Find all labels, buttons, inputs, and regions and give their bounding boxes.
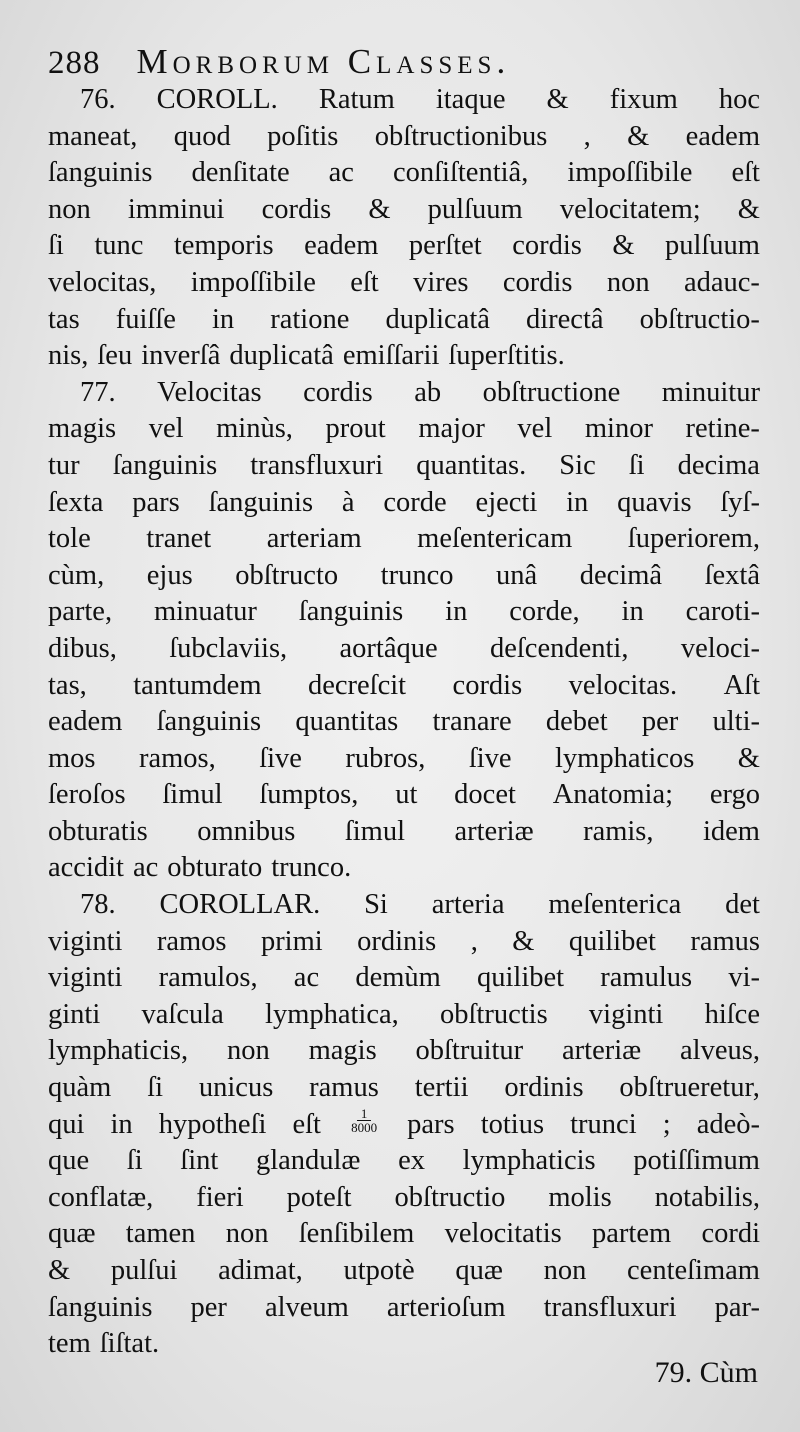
word: viginti (48, 962, 123, 994)
word: magis (48, 413, 117, 445)
word: in (621, 596, 644, 628)
word: eſt (731, 157, 760, 189)
word: centeſimam (627, 1255, 760, 1286)
word: quantitas. (416, 449, 527, 481)
text-line (48, 1070, 760, 1107)
word: ſuperiorem, (627, 523, 760, 555)
word: rubros, (345, 742, 426, 774)
word: in (566, 486, 589, 518)
word: impoſſibile (567, 157, 693, 189)
word: per (190, 1291, 227, 1323)
word: ſextâ (704, 559, 760, 591)
word: meſentericam (417, 523, 573, 555)
text-line (48, 155, 760, 192)
text-line (48, 521, 760, 558)
word: obſtructionibus (374, 120, 548, 152)
word: emiſſarii (342, 340, 440, 372)
word: fieri (196, 1181, 244, 1213)
word: tranet (146, 523, 212, 555)
word: ab (414, 376, 442, 408)
text-line (48, 741, 760, 778)
word: minor (584, 413, 653, 445)
text-line (48, 192, 760, 229)
word: aortâque (339, 632, 438, 664)
word: obſtrueretur, (619, 1072, 760, 1104)
word: cordis (512, 230, 582, 262)
word: Sic (559, 449, 596, 481)
word: hypotheſi (158, 1108, 267, 1140)
word: idem (702, 815, 760, 847)
word: alveus, (680, 1035, 760, 1067)
word: obſtructione (482, 376, 621, 408)
word: ulti- (712, 706, 760, 738)
word: Si (364, 889, 388, 921)
word: alveum (264, 1291, 349, 1323)
fraction-numerator: 1 (357, 1107, 372, 1121)
word: totius (480, 1108, 545, 1140)
word: pulſui (110, 1255, 178, 1286)
word: parte, (48, 596, 113, 628)
word: & (612, 230, 635, 262)
word: notabilis, (654, 1181, 760, 1213)
word: vi- (728, 962, 760, 994)
word: COROLL. (156, 84, 278, 115)
word: in (211, 303, 235, 335)
word: obſtructis (440, 998, 548, 1030)
word: ergo (709, 779, 760, 811)
text-line (48, 1216, 760, 1253)
word: fixum (609, 84, 678, 115)
word: pars (407, 1108, 455, 1140)
word: & (737, 193, 760, 225)
word: viginti (48, 925, 123, 957)
word: ſi (147, 1072, 164, 1104)
page-number: 288 (48, 45, 101, 81)
word: major (418, 413, 485, 445)
word: Anatomia; (552, 779, 674, 811)
word: ; (662, 1108, 671, 1140)
word: quilibet (568, 925, 656, 957)
text-line (48, 668, 760, 705)
word: duplicatâ (229, 340, 334, 372)
word: non (606, 266, 650, 298)
word: lymphaticis, (48, 1035, 189, 1067)
word: tur (48, 449, 80, 481)
word: ſeu (97, 340, 133, 372)
word: & (512, 925, 535, 957)
word: 78. (80, 889, 116, 921)
word: cùm, (48, 559, 105, 591)
word: maneat, (48, 120, 138, 152)
word: à (341, 486, 355, 518)
word: ſiſtat. (99, 1328, 160, 1360)
word: non (225, 1218, 269, 1250)
word: velocitatis (444, 1218, 562, 1250)
word: ramus (309, 1072, 379, 1104)
text-line (48, 1253, 760, 1290)
word: ac (293, 962, 320, 994)
word: prout (325, 413, 386, 445)
text-line (48, 924, 760, 961)
word: dibus, (48, 632, 117, 664)
word: ſanguinis (208, 486, 314, 518)
word: ramulus (600, 962, 693, 994)
word: quæ (455, 1255, 503, 1286)
word: viginti (588, 998, 664, 1030)
word: transfluxuri (250, 449, 384, 481)
text-line (48, 1180, 760, 1217)
word: corde, (509, 596, 580, 628)
word: minuatur (153, 596, 257, 628)
word: decima (677, 449, 760, 481)
word: trunco (380, 559, 454, 591)
word: molis (548, 1181, 612, 1213)
word: Aſt (723, 669, 760, 701)
word: tas, (48, 669, 87, 701)
word: ſyſ- (720, 486, 760, 518)
word: cordis (452, 669, 523, 701)
word: arteria (431, 889, 505, 921)
word: poteſt (286, 1181, 352, 1213)
word: ramos (156, 925, 227, 957)
text-line (48, 119, 760, 156)
word: glandulæ (255, 1145, 361, 1177)
text-line (48, 594, 760, 631)
word: ex (398, 1145, 425, 1177)
word: tunc (94, 230, 144, 262)
word: unicus (198, 1072, 274, 1104)
word: pars (132, 486, 180, 518)
word: 77. (80, 376, 116, 408)
word: primi (260, 925, 323, 957)
text-line (48, 485, 760, 522)
word: docet (454, 779, 516, 811)
word: ejus (146, 559, 193, 591)
word: ejecti (475, 486, 538, 518)
word: utpotè (343, 1255, 415, 1286)
word: Velocitas (157, 376, 262, 408)
word: ordinis (357, 925, 437, 957)
word: & (48, 1255, 71, 1286)
word: tas (48, 303, 80, 335)
word: itaque (435, 84, 506, 115)
word: inverſâ (141, 340, 221, 372)
word: non (226, 1035, 270, 1067)
text-line (48, 631, 760, 668)
text-line (48, 704, 760, 741)
word: det (725, 889, 760, 921)
word: ſeroſos (48, 779, 126, 811)
word: in (445, 596, 468, 628)
word: directâ (526, 303, 604, 335)
word: potiſſimum (633, 1145, 760, 1177)
text-line (48, 375, 760, 412)
word: ſanguinis (112, 449, 218, 481)
word: obturato (167, 852, 263, 884)
word: in (110, 1108, 133, 1140)
text-line (48, 558, 760, 595)
word: & (737, 742, 760, 774)
word: perſtet (408, 230, 482, 262)
word: cordis (303, 376, 373, 408)
word: ginti (48, 998, 101, 1030)
word: trunci (570, 1108, 637, 1140)
fraction-denominator: 8000 (351, 1119, 378, 1135)
word: vel (148, 413, 184, 445)
word: trunco. (271, 852, 352, 884)
word: lymphaticos (555, 742, 695, 774)
word: veloci- (680, 632, 760, 664)
word: velocitas, (48, 266, 157, 298)
word: velocitas. (568, 669, 678, 701)
word: qui (48, 1108, 85, 1140)
word: par- (714, 1291, 760, 1323)
word: tranare (432, 706, 512, 738)
word: ſanguinis (156, 706, 262, 738)
text-line (48, 1107, 760, 1144)
text-line (48, 960, 760, 997)
word: ſi (126, 1145, 143, 1177)
word: & (627, 120, 650, 152)
word: obſtructio (394, 1181, 506, 1213)
word: 76. (80, 84, 116, 115)
running-title: Morborum Classes. (136, 42, 511, 81)
word: duplicatâ (385, 303, 490, 335)
word: deſcendenti, (489, 632, 629, 664)
word: non (48, 193, 91, 225)
word: omnibus (197, 815, 296, 847)
word: ſanguinis (48, 157, 153, 189)
word: quæ (48, 1218, 96, 1250)
word: cordis (502, 266, 573, 298)
word: ſexta (48, 486, 104, 518)
word: debet (545, 706, 608, 738)
body-text (48, 82, 760, 1363)
word: cordi (701, 1218, 760, 1250)
word: accidit (48, 852, 124, 884)
text-line (48, 887, 760, 924)
word: obſtructo (235, 559, 339, 591)
word: eſt (292, 1108, 321, 1140)
word: transfluxuri (543, 1291, 677, 1323)
word: Ratum (318, 84, 395, 115)
word: conſiſtentiâ, (392, 157, 529, 189)
text-line (48, 1033, 760, 1070)
word: adeò- (696, 1108, 760, 1140)
word: lymphatica, (265, 998, 399, 1030)
text-line (48, 265, 760, 302)
word: arteriam (266, 523, 362, 555)
word: ramus (690, 925, 760, 957)
text-line (48, 228, 760, 265)
word: ratione (270, 303, 350, 335)
word: vel (517, 413, 553, 445)
word: ſenſibilem (298, 1218, 415, 1250)
word: arteriæ (454, 815, 534, 847)
word: meſenterica (548, 889, 682, 921)
word: ſuperſtitis. (448, 340, 565, 372)
word: quilibet (477, 962, 565, 994)
word: poſitis (267, 120, 339, 152)
word: per (641, 706, 679, 738)
word: ſanguinis (48, 1291, 153, 1323)
word: pulſuum (427, 193, 523, 225)
word: ramulos, (158, 962, 258, 994)
word: demùm (355, 962, 441, 994)
word: partem (592, 1218, 672, 1250)
word: ſubclaviis, (169, 632, 288, 664)
word: adimat, (218, 1255, 303, 1286)
word: nis, (48, 340, 89, 372)
word: decimâ (579, 559, 663, 591)
word: ac (328, 157, 354, 189)
word: tem (48, 1328, 91, 1360)
text-line (48, 1143, 760, 1180)
word: cordis (261, 193, 332, 225)
word: retine- (685, 413, 760, 445)
word: eadem (48, 706, 123, 738)
word: ſi (48, 230, 64, 262)
word: ordinis (504, 1072, 584, 1104)
word: ſimul (162, 779, 223, 811)
word: tole (48, 523, 91, 555)
word: lymphaticis (462, 1145, 596, 1177)
text-line (48, 82, 760, 119)
word: ramis, (583, 815, 654, 847)
word: decreſcit (307, 669, 407, 701)
text-line (48, 814, 760, 851)
word: ſive (468, 742, 512, 774)
word: hiſce (704, 998, 760, 1030)
text-line (48, 411, 760, 448)
word: ramos, (138, 742, 216, 774)
word: minùs, (216, 413, 293, 445)
word: & (546, 84, 569, 115)
word: COROLLAR. (159, 889, 321, 921)
word: mos (48, 742, 96, 774)
word: ſi (628, 449, 645, 481)
word: ac (132, 852, 159, 884)
word: denſitate (191, 157, 290, 189)
word: quantitas (295, 706, 399, 738)
word: hoc (718, 84, 760, 115)
word: ut (395, 779, 418, 811)
word: eſt (350, 266, 379, 298)
word: pulſuum (664, 230, 760, 262)
word: fuiſſe (115, 303, 176, 335)
word: magis (308, 1035, 377, 1067)
word: ſimul (344, 815, 406, 847)
word: velocitatem; (559, 193, 701, 225)
word: eadem (685, 120, 760, 152)
text-line (48, 997, 760, 1034)
word: & (368, 193, 391, 225)
word: obſtructio- (639, 303, 760, 335)
text-line (48, 448, 760, 485)
word: quod (173, 120, 231, 152)
word: ſive (259, 742, 302, 774)
word: temporis (173, 230, 274, 262)
word: impoſſibile (190, 266, 316, 298)
word: conflatæ, (48, 1181, 154, 1213)
word: , (583, 120, 591, 152)
word: obſtruitur (415, 1035, 524, 1067)
word: unâ (496, 559, 538, 591)
word: minuitur (661, 376, 760, 408)
word: ſumptos, (259, 779, 359, 811)
fraction (351, 1107, 377, 1144)
word: non (543, 1255, 587, 1286)
text-line (48, 1326, 760, 1363)
word: tertii (414, 1072, 469, 1104)
word: quavis (617, 486, 692, 518)
word: ſint (180, 1145, 219, 1177)
word: adauc- (683, 266, 760, 298)
catchword: 79. Cùm (654, 1356, 758, 1389)
word: corde (383, 486, 447, 518)
word: arteriæ (562, 1035, 642, 1067)
text-line (48, 1290, 760, 1327)
word: quàm (48, 1072, 112, 1104)
text-line (48, 777, 760, 814)
word: imminui (127, 193, 225, 225)
word: vires (413, 266, 469, 298)
word: ſanguinis (298, 596, 404, 628)
text-line (48, 850, 760, 887)
text-line (48, 338, 760, 375)
text-line (48, 302, 760, 339)
word: caroti- (685, 596, 760, 628)
word: eadem (304, 230, 379, 262)
word: obturatis (48, 815, 148, 847)
word: , (470, 925, 478, 957)
word: arterioſum (386, 1291, 506, 1323)
word: que (48, 1145, 90, 1177)
word: tantumdem (133, 669, 262, 701)
word: tamen (125, 1218, 196, 1250)
word: vaſcula (141, 998, 224, 1030)
